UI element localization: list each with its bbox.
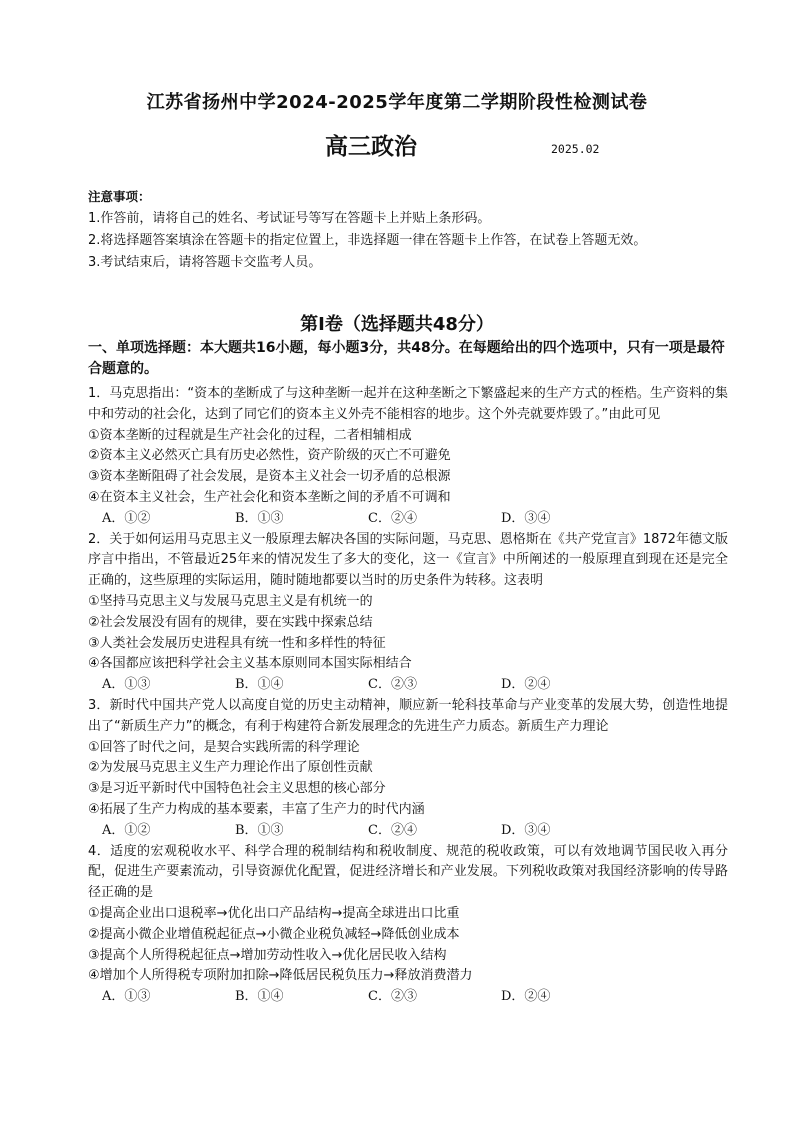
statement: ②社会发展没有固有的规律，要在实践中探索总结 — [88, 614, 373, 630]
answer-options — [88, 675, 728, 696]
statement: ②资本主义必然灭亡具有历史必然性，资产阶级的灭亡不可避免 — [88, 448, 451, 464]
notice-item: 3.考试结束后，请将答题卡交监考人员。 — [88, 255, 322, 270]
question — [88, 530, 728, 696]
statement: ③是习近平新时代中国特色社会主义思想的核心部分 — [88, 781, 386, 797]
option-d: D．②④ — [501, 989, 551, 1005]
section-title: 第Ⅰ卷（选择题共48分） — [300, 314, 494, 335]
option-a: A．①② — [102, 822, 151, 838]
subject-title: 高三政治 — [325, 134, 417, 160]
option-d: D．②④ — [501, 677, 551, 693]
statement: ④拓展了生产力构成的基本要素，丰富了生产力的时代内涵 — [88, 801, 425, 817]
statement: ①提高企业出口退税率→优化出口产品结构→提高全球进出口比重 — [88, 905, 460, 921]
statement: ③资本垄断阻碍了社会发展，是资本主义社会一切矛盾的总根源 — [88, 469, 451, 485]
statement: ③人类社会发展历史进程具有统一性和多样性的特征 — [88, 635, 386, 651]
exam-title: 江苏省扬州中学2024-2025学年度第二学期阶段性检测试卷 — [146, 92, 648, 113]
option-b: B．①③ — [235, 822, 284, 838]
statement: ④各国都应该把科学社会主义基本原则同本国实际相结合 — [88, 656, 412, 672]
statement: ③提高个人所得税起征点→增加劳动性收入→优化居民收入结构 — [88, 947, 447, 963]
question — [88, 696, 728, 842]
statement: ④在资本主义社会，生产社会化和资本垄断之间的矛盾不可调和 — [88, 489, 451, 505]
statement: ②为发展马克思主义生产力理论作出了原创性贡献 — [88, 760, 373, 776]
option-c: C．②④ — [368, 510, 417, 526]
question — [88, 842, 728, 1008]
statement: ④增加个人所得税专项附加扣除→降低居民税负压力→释放消费潜力 — [88, 968, 473, 984]
option-a: A．①③ — [102, 989, 151, 1005]
option-b: B．①④ — [235, 989, 284, 1005]
option-a: A．①③ — [102, 677, 151, 693]
option-c: C．②④ — [368, 822, 417, 838]
notice-heading: 注意事项： — [88, 189, 151, 204]
question-stem: 3．新时代中国共产党人以高度自觉的历史主动精神，顺应新一轮科技革命与产业变革的发展大势，创造性地提出了“新质生产力”的概念，有利于构建符合新发展理念的先进生产力质态。新质生产力理论 — [88, 697, 728, 734]
exam-date: 2025.02 — [551, 142, 600, 156]
statement: ①回答了时代之问，是契合实践所需的科学理论 — [88, 739, 360, 755]
option-a: A．①② — [102, 510, 151, 526]
answer-options — [88, 987, 728, 1008]
statement: ②提高小微企业增值税起征点→小微企业税负减轻→降低创业成本 — [88, 926, 460, 942]
statement: ①坚持马克思主义与发展马克思主义是有机统一的 — [88, 593, 373, 609]
answer-options — [88, 821, 728, 842]
question-stem: 1．马克思指出：“资本的垄断成了与这种垄断一起并在这种垄断之下繁盛起来的生产方式的桎梏。生产资料的集中和劳动的社会化，达到了同它们的资本主义外壳不能相容的地步。这个外壳就要炸毁了。”由此可见 — [88, 386, 728, 422]
option-d: D．③④ — [501, 510, 551, 526]
answer-options — [88, 509, 728, 530]
notice-block — [88, 186, 728, 274]
question — [88, 384, 728, 530]
notice-item: 1.作答前，请将自己的姓名、考试证号等写在答题卡上并贴上条形码。 — [88, 211, 491, 226]
option-d: D．③④ — [501, 822, 551, 838]
question-stem: 2．关于如何运用马克思主义一般原理去解决各国的实际问题，马克思、恩格斯在《共产党宣言》1872年德文版序言中指出，不管最近25年来的情况发生了多大的变化，这一《宣言》中所阐述的一般原理直到现在还是完全正确的，这些原理的实际运用，随时随地都要以当时的历史条件为转移。这表明 — [88, 531, 728, 589]
notice-item: 2.将选择题答案填涂在答题卡的指定位置上，非选择题一律在答题卡上作答，在试卷上答题无效。 — [88, 233, 647, 248]
question-stem: 4．适度的宏观税收水平、科学合理的税制结构和税收制度、规范的税收政策，可以有效地调节国民收入再分配，促进生产要素流动，引导资源优化配置，促进经济增长和产业发展。下列税收政策对我国经济影响的传导路径正确的是 — [88, 843, 728, 901]
option-b: B．①④ — [235, 677, 284, 693]
option-c: C．②③ — [368, 677, 417, 693]
part-heading: 一、单项选择题：本大题共16小题，每小题3分，共48分。在每题给出的四个选项中，只有一项是最符合题意的。 — [88, 340, 725, 377]
statement: ①资本垄断的过程就是生产社会化的过程，二者相辅相成 — [88, 427, 412, 443]
option-c: C．②③ — [368, 989, 417, 1005]
question-list — [88, 384, 728, 1008]
option-b: B．①③ — [235, 510, 284, 526]
